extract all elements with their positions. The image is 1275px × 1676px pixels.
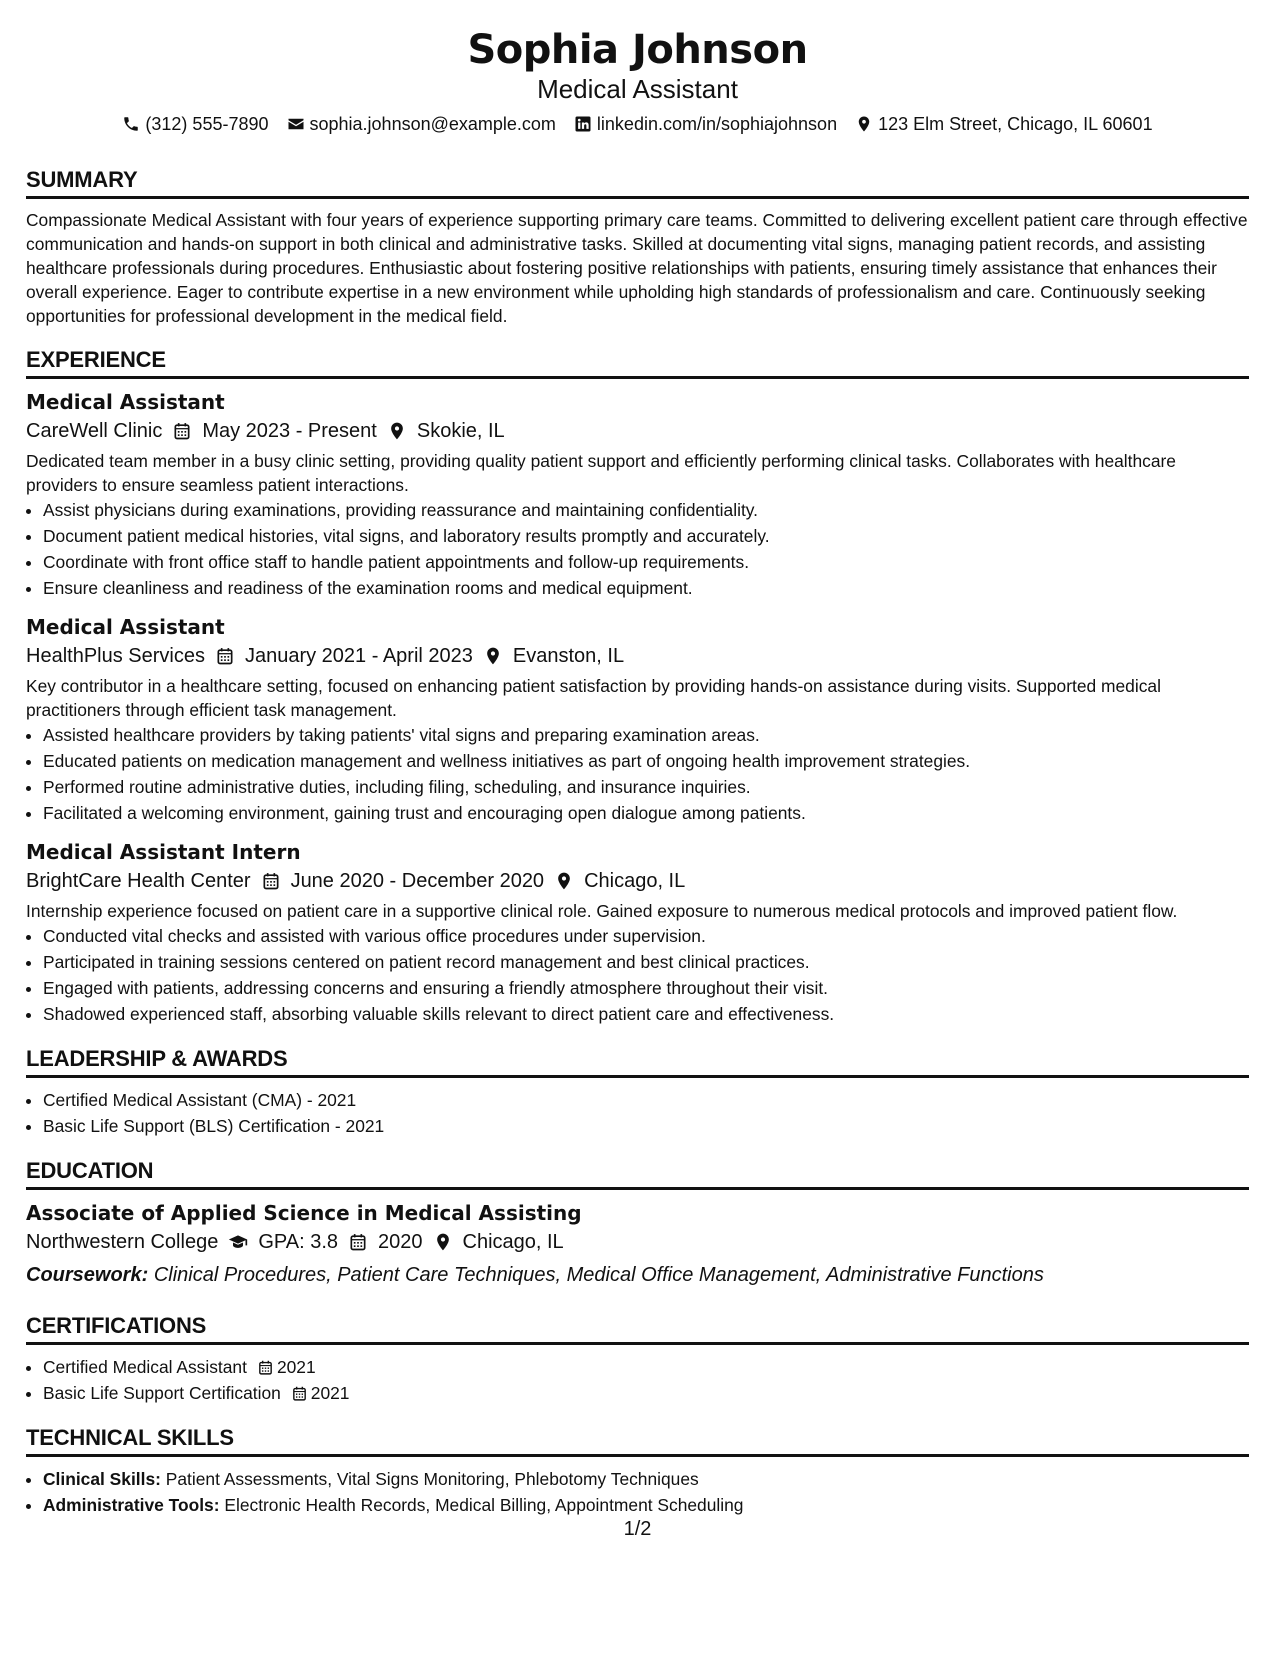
job-bullet: • Ensure cleanliness and readiness of the examination rooms and medical equipment. — [43, 575, 1249, 601]
page-number: 1/2 — [623, 1518, 652, 1540]
awards-heading: LEADERSHIP & AWARDS — [26, 1045, 1249, 1078]
skills-list — [26, 1466, 1249, 1518]
resume-page — [0, 26, 1275, 1518]
summary-text: Compassionate Medical Assistant with four years of experience supporting primary care teams. Committed to delivering excellent patient care through effective communication and hands-on support in both clinical and administrative tasks. Skilled at documenting vital signs, managing patient records, and assisting healthcare professionals during procedures. Enthusiastic about fostering positive relationships with patients, ensuring timely assistance that enhances their overall experience. Eager to contribute expertise in a new environment while upholding high standards of professionalism and care. Continuously seeking opportunities for professional development in the medical field. — [26, 210, 1248, 326]
company-name: BrightCare Health Center — [26, 870, 251, 892]
contact-phone[interactable] — [122, 112, 268, 136]
job-title: Medical Assistant — [26, 390, 225, 414]
job-dates — [172, 416, 377, 446]
job-bullet: • Assist physicians during examinations, providing reassurance and maintaining confidentiality. — [43, 497, 1249, 523]
awards-list — [26, 1087, 1249, 1139]
email-text: sophia.johnson@example.com — [309, 114, 556, 134]
job-title: Medical Assistant Intern — [26, 840, 301, 864]
certification-year: 2021 — [276, 1357, 316, 1377]
job-dates — [215, 641, 473, 671]
education-gpa — [228, 1227, 338, 1257]
calendar-icon — [172, 421, 192, 441]
calendar-icon — [215, 646, 235, 666]
location-icon — [855, 115, 873, 133]
job-bullet: • Performed routine administrative duties, including filing, scheduling, and insurance inquiries. — [43, 774, 1249, 800]
location-icon — [387, 421, 407, 441]
job-location-text: Evanston, IL — [512, 645, 625, 667]
email-icon — [287, 115, 305, 133]
job-bullet: • Participated in training sessions centered on patient record management and best clinical practices. — [43, 949, 1249, 975]
degree-title: Associate of Applied Science in Medical Assisting — [26, 1201, 582, 1225]
contact-bar — [26, 112, 1249, 136]
skill-label: Administrative Tools: — [43, 1495, 220, 1515]
job-bullet: • Coordinate with front office staff to handle patient appointments and follow-up requirements. — [43, 549, 1249, 575]
skill-value: Electronic Health Records, Medical Billing, Appointment Scheduling — [224, 1495, 744, 1515]
coursework — [26, 1260, 1249, 1290]
skills-section — [26, 1424, 1249, 1518]
job-bullet: • Facilitated a welcoming environment, gaining trust and encouraging open dialogue among patients. — [43, 800, 1249, 826]
certification-item — [43, 1380, 1249, 1406]
job-meta — [26, 416, 1249, 446]
job-title: Medical Assistant — [26, 615, 225, 639]
education-year — [348, 1227, 423, 1257]
calendar-icon — [257, 1359, 274, 1376]
certification-date — [291, 1380, 350, 1406]
education-heading: EDUCATION — [26, 1157, 1249, 1190]
company-name: HealthPlus Services — [26, 645, 205, 667]
skill-item — [43, 1492, 1249, 1518]
calendar-icon — [261, 871, 281, 891]
job-bullets — [26, 722, 1249, 826]
certifications-section — [26, 1312, 1249, 1406]
address-text: 123 Elm Street, Chicago, IL 60601 — [878, 114, 1153, 134]
award-item: • Certified Medical Assistant (CMA) - 2021 — [43, 1087, 1249, 1113]
location-icon — [433, 1232, 453, 1252]
job-entry — [26, 838, 1249, 1027]
linkedin-icon — [574, 115, 592, 133]
phone-text: (312) 555-7890 — [145, 114, 269, 134]
job-bullet: • Assisted healthcare providers by taking patients' vital signs and preparing examination areas. — [43, 722, 1249, 748]
job-dates-text: May 2023 - Present — [202, 420, 377, 442]
coursework-text: Clinical Procedures, Patient Care Techniques, Medical Office Management, Administrative Functions — [153, 1264, 1044, 1286]
job-bullet: • Conducted vital checks and assisted with various office procedures under supervision. — [43, 923, 1249, 949]
job-bullet: • Educated patients on medication management and wellness initiatives as part of ongoing health improvement strategies. — [43, 748, 1249, 774]
company-name: CareWell Clinic — [26, 420, 163, 442]
contact-linkedin[interactable] — [574, 112, 837, 136]
calendar-icon — [291, 1385, 308, 1402]
experience-heading: EXPERIENCE — [26, 346, 1249, 379]
job-bullet: • Engaged with patients, addressing concerns and ensuring a friendly atmosphere throughout their visit. — [43, 975, 1249, 1001]
location-icon — [483, 646, 503, 666]
skill-label: Clinical Skills: — [43, 1469, 161, 1489]
certification-name: • Basic Life Support Certification — [43, 1383, 281, 1403]
certification-year: 2021 — [310, 1383, 350, 1403]
summary-heading: SUMMARY — [26, 166, 1249, 199]
linkedin-text: linkedin.com/in/sophiajohnson — [596, 114, 838, 134]
education-meta — [26, 1227, 1249, 1257]
job-description: Key contributor in a healthcare setting, focused on enhancing patient satisfaction by providing hands-on assistance during visits. Supported medical practitioners through efficient task management. — [26, 676, 1161, 720]
award-item: • Basic Life Support (BLS) Certification - 2021 — [43, 1113, 1249, 1139]
certifications-list — [26, 1354, 1249, 1406]
school-name: Northwestern College — [26, 1231, 219, 1253]
education-location — [433, 1227, 564, 1257]
education-section — [26, 1157, 1249, 1290]
candidate-title: Medical Assistant — [537, 74, 738, 104]
job-dates — [261, 866, 545, 896]
job-description: Internship experience focused on patient care in a supportive clinical role. Gained exposure to numerous medical protocols and improved patient flow. — [26, 901, 1178, 921]
candidate-name: Sophia Johnson — [467, 27, 808, 73]
job-location — [387, 416, 505, 446]
skill-value: Patient Assessments, Vital Signs Monitoring, Phlebotomy Techniques — [165, 1469, 699, 1489]
awards-section — [26, 1045, 1249, 1139]
job-dates-text: January 2021 - April 2023 — [244, 645, 473, 667]
job-location-text: Skokie, IL — [416, 420, 505, 442]
phone-icon — [122, 115, 140, 133]
job-entry — [26, 388, 1249, 601]
education-location-text: Chicago, IL — [462, 1231, 564, 1253]
job-bullet: • Document patient medical histories, vital signs, and laboratory results promptly and accurately. — [43, 523, 1249, 549]
job-entry — [26, 613, 1249, 826]
summary-section — [26, 166, 1249, 328]
job-bullets — [26, 497, 1249, 601]
calendar-icon — [348, 1232, 368, 1252]
certification-item — [43, 1354, 1249, 1380]
job-location-text: Chicago, IL — [584, 870, 686, 892]
year-text: 2020 — [378, 1231, 423, 1253]
job-location — [483, 641, 624, 671]
job-meta — [26, 641, 1249, 671]
location-icon — [554, 871, 574, 891]
coursework-label: Coursework: — [26, 1264, 149, 1286]
job-bullets — [26, 923, 1249, 1027]
job-bullet: • Shadowed experienced staff, absorbing valuable skills relevant to direct patient care and effectiveness. — [43, 1001, 1249, 1027]
contact-address — [855, 112, 1153, 136]
job-meta — [26, 866, 1249, 896]
graduation-cap-icon — [228, 1232, 248, 1252]
gpa-text: GPA: 3.8 — [258, 1231, 338, 1253]
certification-name: • Certified Medical Assistant — [43, 1357, 247, 1377]
experience-section — [26, 346, 1249, 1027]
skills-heading: TECHNICAL SKILLS — [26, 1424, 1249, 1457]
certification-date — [257, 1354, 316, 1380]
contact-email[interactable] — [287, 112, 556, 136]
certifications-heading: CERTIFICATIONS — [26, 1312, 1249, 1345]
job-description: Dedicated team member in a busy clinic setting, providing quality patient support and efficiently performing clinical tasks. Collaborates with healthcare providers to ensure seamless patient interactions. — [26, 451, 1176, 495]
job-location — [554, 866, 685, 896]
skill-item — [43, 1466, 1249, 1492]
job-dates-text: June 2020 - December 2020 — [290, 870, 545, 892]
